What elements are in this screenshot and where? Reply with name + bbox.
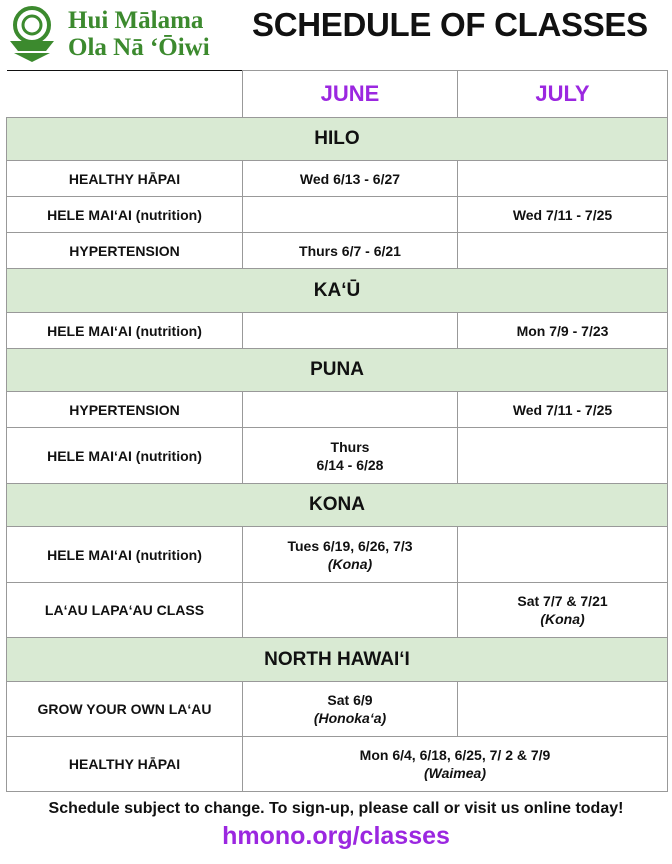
section-hilo: HILO [7,118,668,161]
header-july: JULY [458,71,668,118]
july-dates: Wed 7/11 - 7/25 [458,392,668,428]
july-dates [458,428,668,484]
dates: Sat 7/7 & 7/21 [517,593,608,609]
logo-line-1: Hui Mālama [68,7,204,34]
july-dates [458,233,668,269]
dates: Tues 6/19, 6/26, 7/3 [287,537,413,554]
class-name: HEALTHY HĀPAI [7,737,243,792]
june-dates [243,527,458,583]
class-name: HELE MAIʻAI (nutrition) [7,527,243,583]
section-north-hawaii: NORTH HAWAIʻI [7,638,668,682]
july-dates [458,161,668,197]
dates: Sat 6/9 [327,692,373,708]
location: (Waimea) [424,765,486,781]
june-dates [243,583,458,638]
schedule-table [6,70,668,792]
class-name: LAʻAU LAPAʻAU CLASS [7,583,243,638]
location: (Kona) [540,611,585,627]
section-puna: PUNA [7,349,668,392]
class-name: GROW YOUR OWN LAʻAU [7,682,243,737]
location: (Kona) [327,555,373,572]
footer-link[interactable]: hmono.org/classes [222,822,450,850]
june-dates [243,392,458,428]
class-name: HELE MAIʻAI (nutrition) [7,428,243,484]
june-day: Thurs [330,438,370,455]
logo [6,4,246,64]
june-dates: Wed 6/13 - 6/27 [243,161,458,197]
july-dates [458,527,668,583]
page-title: SCHEDULE OF CLASSES [252,6,648,43]
class-name: HELE MAIʻAI (nutrition) [7,313,243,349]
class-name: HEALTHY HĀPAI [7,161,243,197]
logo-emblem-icon [6,5,58,63]
class-name: HELE MAIʻAI (nutrition) [7,197,243,233]
july-dates [458,583,668,638]
june-dates [243,313,458,349]
footer-note: Schedule subject to change. To sign-up, please call or visit us online today! [48,800,624,817]
june-dates [243,428,458,484]
june-july-dates [243,737,668,792]
class-name: HYPERTENSION [7,233,243,269]
header-june: JUNE [243,71,458,118]
june-dates: Thurs 6/7 - 6/21 [243,233,458,269]
july-dates [458,682,668,737]
june-dates [243,682,458,737]
dates: Mon 6/4, 6/18, 6/25, 7/ 2 & 7/9 [359,747,551,763]
july-dates: Wed 7/11 - 7/25 [458,197,668,233]
logo-line-2: Ola Nā ʻŌiwi [68,34,210,61]
june-range: 6/14 - 6/28 [316,456,384,473]
location: (Honokaʻa) [313,710,387,726]
june-dates [243,197,458,233]
july-dates: Mon 7/9 - 7/23 [458,313,668,349]
section-kau: KAʻŪ [7,269,668,313]
class-name: HYPERTENSION [7,392,243,428]
section-kona: KONA [7,484,668,527]
corner-cell [7,71,243,118]
